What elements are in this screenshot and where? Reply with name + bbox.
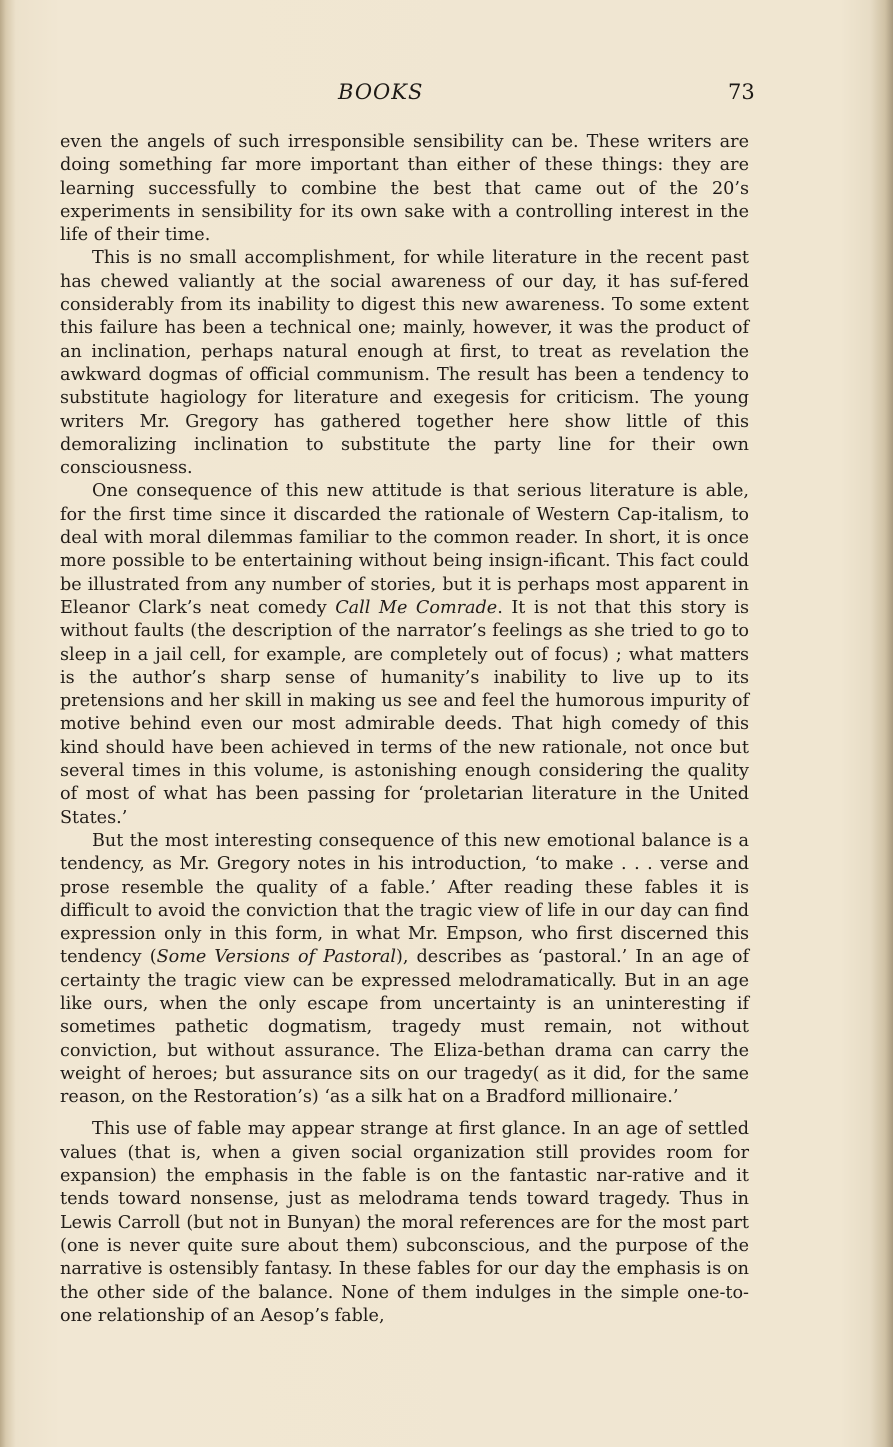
paragraph-3-text-a: One consequence of this new attitude is that serious literature is able, for the first time since it discarded the rationale of Western Cap-italism, to deal with moral dilemmas familiar to the common reader. In short, it is once more possible to be entertaining without being insign-ificant. This fact could be illustrated from any number of stories, but it is perhaps most apparent in Eleanor Clark’s neat comedy (60, 481, 749, 618)
page-number: 73 (728, 80, 755, 104)
paragraph-2: This is no small accomplishment, for while literature in the recent past has chewed valiantly at the social awareness of our day, it has suf-fered considerably from its inability to digest this new awareness. To some extent this failure has been a technical one; mainly, however, it was the product of an inclination, perhaps natural enough at first, to treat as revelation the awkward dogmas of official communism. The result has been a tendency to substitute hagiology for literature and exegesis for criticism. The young writers Mr. Gregory has gathered together here show little of this demoralizing inclination to substitute the party line for their own consciousness. (60, 248, 749, 479)
paragraph-4 (60, 830, 749, 1110)
page-header (0, 80, 893, 110)
paragraph-5: This use of fable may appear strange at first glance. In an age of settled values (that is, when a given social organization still provides room for expansion) the emphasis in the fable is on the fantastic nar-rative and it tends toward nonsense, just as melodrama tends toward tragedy. Thus in Lewis Carroll (but not in Bunyan) the moral references are for the most part (one is never quite sure about them) subconscious, and the purpose of the narrative is ostensibly fantasy. In these fables for our day the emphasis is on the other side of the balance. None of them indulges in the simple one-to-one relationship of an Aesop’s fable, (60, 1119, 749, 1326)
paragraph-3 (60, 480, 749, 829)
running-head: BOOKS (338, 80, 424, 104)
paragraph-4-text-a: But the most interesting consequence of this new emotional balance is a tendency, as Mr. Gregory notes in his introduction, ‘to make . . . verse and prose resemble the quality of a fable.’ After reading these fables it is difficult to avoid the conviction that the tragic view of life in our day can find expression only in this form, in what Mr. Empson, who first discerned this tendency ( (60, 830, 749, 968)
book-title: Some Versions of Pastoral (156, 947, 396, 968)
paragraph-1: even the angels of such irresponsible sensibility can be. These writers are doing something far more important than either of these things: they are learning successfully to combine the best that came out of the 20’s experiments in sensibility for its own sake with a controlling interest in the life of their time. (60, 132, 749, 246)
story-title: Call Me Comrade (335, 597, 498, 618)
paragraph-3-text-b: . It is not that this story is without faults (the description of the narrator’s feelings as she tried to go to sleep in a jail cell, for example, are completely out of focus) ; what matters is the author’s sharp sense of humanity’s inability to live up to its pretensions and her skill in making us see and feel the humorous impurity of motive behind even our most admirable deeds. That high comedy of this kind should have been achieved in terms of the new rationale, not once but several times in this volume, is astonishing enough considering the quality of most of what has been passing for ‘proletarian literature in the United States.’ (60, 597, 749, 828)
body-text (60, 131, 749, 1328)
paragraph-4-text-b: ), describes as ‘pastoral.’ In an age of certainty the tragic view can be expressed melodramatically. But in an age like ours, when the only escape from uncertainty is an uninteresting if sometimes pathetic dogmatism, tragedy must remain, not without conviction, but without assurance. The Eliza-bethan drama can carry the weight of heroes; but assurance sits on our tragedy( as it did, for the same reason, on the Restoration’s) ‘as a silk hat on a Bradford millionaire.’ (60, 947, 749, 1108)
